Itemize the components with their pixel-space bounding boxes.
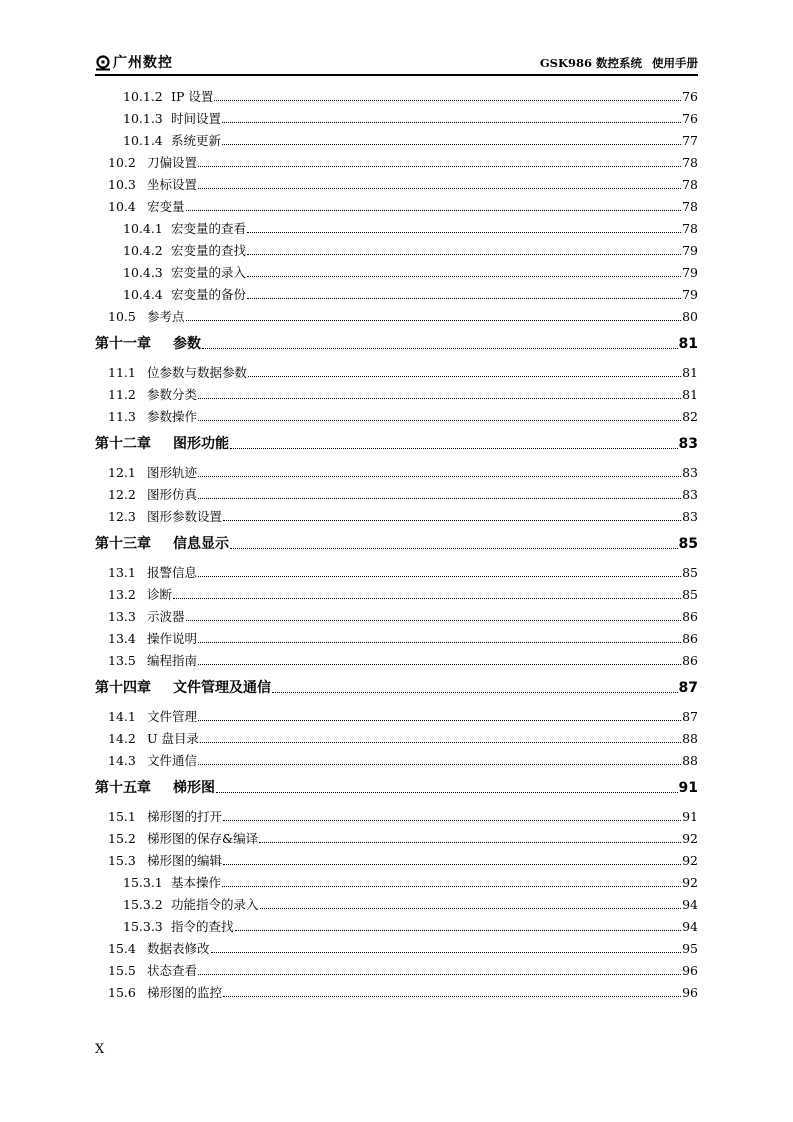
toc-entry-page: 83 [682,509,698,524]
toc-entry-page: 81 [682,387,698,402]
toc-entry-page: 92 [682,875,698,890]
toc-dot-leader [198,974,681,975]
toc-entry-title: 文件通信 [147,753,198,768]
toc-entry-title: 参数 [173,336,201,352]
toc-entry-title: 宏变量的查找 [171,243,247,258]
toc-dot-leader [198,720,681,721]
toc-dot-leader [214,100,681,101]
toc-entry-page: 76 [682,89,698,104]
toc-entry-title: 宏变量的查看 [171,221,247,236]
toc-dot-leader [200,742,681,743]
toc-entry[interactable] [123,133,698,148]
toc-entry-page: 85 [678,536,698,552]
toc-dot-leader [247,298,681,299]
toc-dot-leader [202,348,678,349]
toc-entry-title: 基本操作 [171,875,222,890]
toc-entry-page: 85 [682,587,698,602]
toc-entry-number: 15.3.1 [123,875,163,890]
toc-dot-leader [247,276,681,277]
toc-entry-page: 78 [682,177,698,192]
toc-dot-leader [260,908,682,909]
toc-entry-title: 图形轨迹 [147,465,198,480]
toc-entry[interactable] [108,155,698,170]
toc-entry[interactable] [108,809,698,824]
toc-entry-page: 81 [678,336,698,352]
toc-entry-title: 文件管理及通信 [173,680,271,696]
toc-entry[interactable] [108,941,698,956]
toc-entry-number: 10.1.4 [123,133,163,148]
toc-entry[interactable] [108,653,698,668]
toc-entry[interactable] [108,487,698,502]
toc-entry-number: 第十二章 [95,436,151,452]
toc-entry-title: 梯形图的监控 [147,985,223,1000]
toc-entry-title: 参考点 [147,309,185,324]
toc-entry-page: 86 [682,631,698,646]
toc-dot-leader [222,886,681,887]
toc-chapter-entry[interactable] [95,779,698,797]
toc-entry[interactable] [108,853,698,868]
toc-entry-page: 81 [682,365,698,380]
toc-entry-title: 梯形图的编辑 [147,853,223,868]
toc-entry-page: 91 [678,780,698,796]
toc-dot-leader [198,166,681,167]
toc-dot-leader [198,764,681,765]
toc-entry-title: 宏变量的备份 [171,287,247,302]
toc-entry-number: 14.3 [108,753,136,768]
toc-entry-number: 11.1 [108,365,136,380]
toc-entry[interactable] [108,753,698,768]
toc-dot-leader [186,620,682,621]
toc-dot-leader [230,548,678,549]
toc-entry-page: 94 [682,919,698,934]
toc-entry-number: 13.4 [108,631,136,646]
toc-entry-title: 图形参数设置 [147,509,223,524]
toc-entry-title: 系统更新 [171,133,222,148]
toc-entry-title: 数据表修改 [147,941,210,956]
toc-entry-number: 13.3 [108,609,136,624]
toc-entry-title: 报警信息 [147,565,198,580]
toc-entry-number: 第十一章 [95,336,151,352]
toc-entry-number: 10.4.2 [123,243,163,258]
toc-entry-number: 12.1 [108,465,136,480]
toc-entry-title: U 盘目录 [147,731,200,746]
toc-entry-page: 96 [682,985,698,1000]
toc-entry[interactable] [123,897,698,912]
toc-entry-number: 15.6 [108,985,136,1000]
toc-entry[interactable] [108,963,698,978]
toc-chapter-entry[interactable] [95,435,698,453]
toc-entry-number: 第十五章 [95,780,151,796]
toc-entry[interactable] [123,221,698,236]
toc-entry-number: 10.4.1 [123,221,163,236]
toc-entry-page: 92 [682,853,698,868]
toc-entry-page: 78 [682,155,698,170]
toc-entry[interactable] [108,509,698,524]
toc-dot-leader [186,210,682,211]
toc-entry-page: 83 [682,487,698,502]
toc-entry-title: 信息显示 [173,536,229,552]
product-name: GSK986 数控系统 [539,56,642,70]
toc-entry-title: 功能指令的录入 [171,897,259,912]
toc-entry-number: 15.3 [108,853,136,868]
toc-dot-leader [223,820,681,821]
toc-dot-leader [211,952,682,953]
toc-entry-title: 梯形图 [173,780,215,796]
toc-entry-number: 15.3.2 [123,897,163,912]
toc-entry-number: 14.1 [108,709,136,724]
toc-entry-title: 编程指南 [147,653,198,668]
toc-dot-leader [222,122,681,123]
toc-dot-leader [186,320,682,321]
toc-entry-number: 第十三章 [95,536,151,552]
toc-dot-leader [198,476,681,477]
toc-dot-leader [223,520,681,521]
toc-entry[interactable] [123,287,698,302]
toc-entry-number: 11.2 [108,387,136,402]
toc-entry[interactable] [108,709,698,724]
toc-entry[interactable] [108,587,698,602]
toc-entry-title: 宏变量 [147,199,185,214]
toc-entry-number: 13.5 [108,653,136,668]
toc-entry-number: 15.4 [108,941,136,956]
toc-entry-number: 10.3 [108,177,136,192]
toc-entry[interactable] [108,387,698,402]
toc-entry-title: 时间设置 [171,111,222,126]
toc-dot-leader [222,144,681,145]
toc-dot-leader [230,448,678,449]
toc-entry-number: 15.5 [108,963,136,978]
toc-entry-number: 10.4.4 [123,287,163,302]
toc-entry-page: 79 [682,287,698,302]
toc-dot-leader [198,498,681,499]
toc-entry-title: IP 设置 [171,89,214,104]
toc-entry-page: 76 [682,111,698,126]
toc-entry[interactable] [123,243,698,258]
toc-chapter-entry[interactable] [95,535,698,553]
toc-dot-leader [198,188,681,189]
toc-dot-leader [247,254,681,255]
toc-entry-number: 13.1 [108,565,136,580]
toc-entry-page: 91 [682,809,698,824]
toc-entry[interactable] [123,89,698,104]
toc-entry-title: 操作说明 [147,631,198,646]
toc-dot-leader [248,376,681,377]
toc-dot-leader [272,692,678,693]
toc-entry-number: 10.5 [108,309,136,324]
toc-dot-leader [173,598,681,599]
toc-entry-page: 78 [682,199,698,214]
toc-entry-page: 87 [678,680,698,696]
toc-entry[interactable] [108,831,698,846]
toc-entry[interactable] [108,565,698,580]
toc-dot-leader [223,864,681,865]
toc-chapter-entry[interactable] [95,335,698,353]
toc-entry-page: 86 [682,653,698,668]
toc-dot-leader [198,642,681,643]
toc-entry-page: 79 [682,243,698,258]
toc-entry-title: 宏变量的录入 [171,265,247,280]
toc-entry-title: 梯形图的保存&编译 [147,831,259,846]
manual-name: 使用手册 [652,56,698,70]
toc-entry[interactable] [123,111,698,126]
toc-entry-title: 文件管理 [147,709,198,724]
toc-entry-number: 11.3 [108,409,136,424]
toc-dot-leader [235,930,682,931]
toc-entry-page: 77 [682,133,698,148]
toc-entry-number: 15.3.3 [123,919,163,934]
toc-chapter-entry[interactable] [95,679,698,697]
toc-entry-page: 86 [682,609,698,624]
toc-dot-leader [198,398,681,399]
toc-entry-title: 诊断 [147,587,173,602]
toc-entry-title: 坐标设置 [147,177,198,192]
toc-entry-title: 示波器 [147,609,185,624]
toc-entry[interactable] [123,875,698,890]
toc-dot-leader [223,996,681,997]
toc-entry-page: 96 [682,963,698,978]
toc-entry-number: 14.2 [108,731,136,746]
toc-entry-number: 13.2 [108,587,136,602]
toc-dot-leader [198,576,681,577]
toc-entry-page: 82 [682,409,698,424]
toc-entry[interactable] [108,985,698,1000]
toc-entry-page: 88 [682,753,698,768]
toc-entry-title: 刀偏设置 [147,155,198,170]
toc-entry-title: 图形仿真 [147,487,198,502]
toc-entry-number: 第十四章 [95,680,151,696]
toc-entry-number: 10.1.2 [123,89,163,104]
toc-dot-leader [198,420,681,421]
toc-entry-number: 10.4.3 [123,265,163,280]
toc-entry[interactable] [108,409,698,424]
toc-entry-page: 79 [682,265,698,280]
toc-entry-title: 指令的查找 [171,919,234,934]
toc-entry[interactable] [108,465,698,480]
toc-entry-title: 状态查看 [147,963,198,978]
toc-entry-number: 12.3 [108,509,136,524]
company-name: 广州数控 [113,55,173,71]
page-number: X [95,1042,105,1057]
toc-entry-page: 94 [682,897,698,912]
toc-entry-number: 10.1.3 [123,111,163,126]
toc-entry[interactable] [123,265,698,280]
toc-entry-page: 78 [682,221,698,236]
toc-entry[interactable] [108,731,698,746]
toc-dot-leader [259,842,681,843]
toc-entry-number: 10.2 [108,155,136,170]
toc-entry-page: 88 [682,731,698,746]
toc-entry-title: 参数分类 [147,387,198,402]
toc-entry[interactable] [108,177,698,192]
toc-entry-title: 图形功能 [173,436,229,452]
toc-entry-page: 83 [682,465,698,480]
toc-entry-title: 梯形图的打开 [147,809,223,824]
toc-dot-leader [216,792,678,793]
toc-entry-page: 85 [682,565,698,580]
toc-entry-page: 95 [682,941,698,956]
toc-entry-page: 83 [678,436,698,452]
toc-entry-number: 15.2 [108,831,136,846]
toc-entry[interactable] [108,365,698,380]
toc-entry-page: 92 [682,831,698,846]
toc-entry-number: 15.1 [108,809,136,824]
toc-entry[interactable] [108,609,698,624]
toc-entry-title: 参数操作 [147,409,198,424]
toc-entry[interactable] [108,631,698,646]
toc-entry-page: 80 [682,309,698,324]
toc-entry-title: 位参数与数据参数 [147,365,248,380]
toc-dot-leader [247,232,681,233]
toc-dot-leader [198,664,681,665]
toc-entry[interactable] [108,309,698,324]
toc-entry[interactable] [108,199,698,214]
toc-entry-page: 87 [682,709,698,724]
toc-entry-number: 12.2 [108,487,136,502]
toc-entry[interactable] [123,919,698,934]
toc-entry-number: 10.4 [108,199,136,214]
